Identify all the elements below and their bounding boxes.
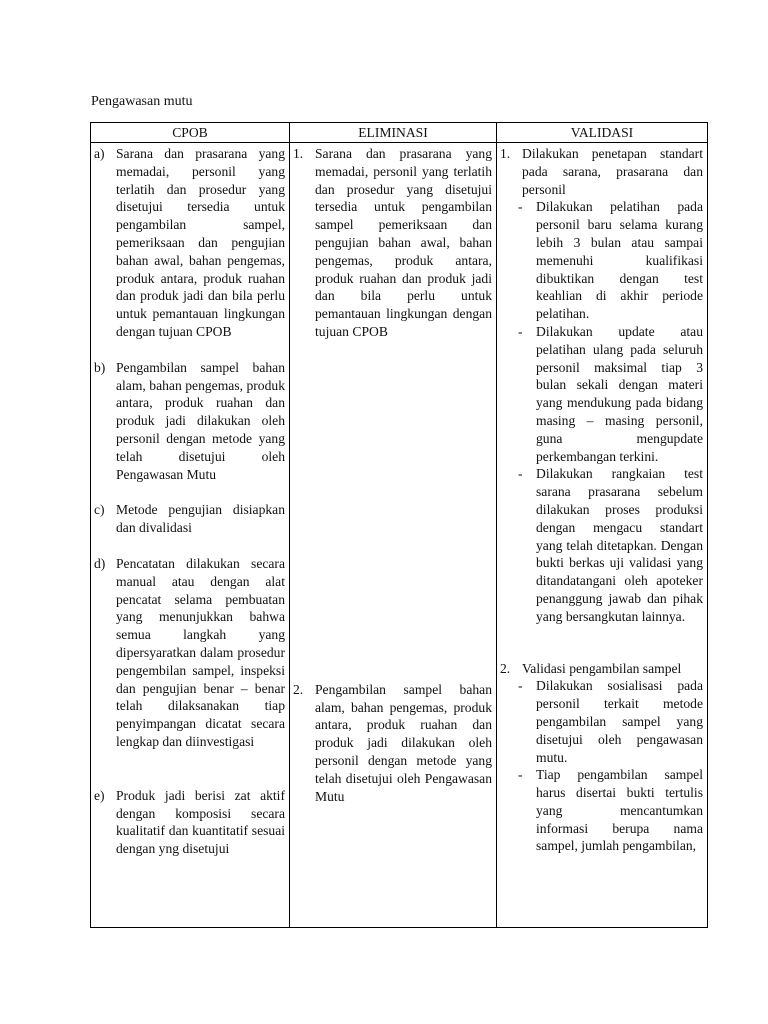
cpob-item-b — [94, 359, 285, 484]
header-validasi: VALIDASI — [497, 123, 708, 143]
list-marker: 2. — [500, 660, 511, 676]
page-title: Pengawasan mutu — [91, 94, 193, 109]
list-item-text: Validasi pengambilan sampel — [522, 660, 682, 676]
eliminasi-item-2 — [293, 681, 492, 806]
subitem-text: Dilakukan pelatihan pada personil baru selama kurang lebih 3 bulan atau sampai memenuhi kualifikasi dibuktikan dengan test keahlian di akhir periode pelatihan. — [536, 199, 703, 322]
list-marker: e) — [94, 787, 105, 803]
validasi-subitem — [514, 766, 703, 855]
eliminasi-item-1 — [293, 145, 492, 341]
table-header-row — [91, 123, 708, 143]
list-marker: 1. — [293, 146, 304, 161]
validasi-item-1 — [500, 145, 703, 198]
list-item-text: Metode pengujian disiapkan dan divalidasi — [116, 502, 285, 536]
subitem-text: Tiap pengambilan sampel harus disertai bukti tertulis yang mencantumkan informasi berupa nama sampel, jumlah pengambilan, — [536, 767, 703, 854]
list-marker: a) — [94, 146, 105, 161]
list-marker: c) — [94, 502, 105, 518]
subitem-text: Dilakukan rangkaian test sarana prasarana sebelum dilakukan proses produksi dengan mengacu standart yang telah ditetapkan. Dengan bukti berkas uji validasi yang ditandatangani oleh apoteker penanggung jawab dan pihak yang bersangkutan lainnya. — [536, 466, 703, 624]
dash-marker: - — [518, 199, 523, 215]
validasi-subitem — [514, 677, 703, 766]
eliminasi-cell — [290, 143, 497, 928]
cpob-item-a — [94, 145, 285, 341]
cpob-item-d — [94, 555, 285, 751]
dash-marker: - — [518, 466, 523, 482]
list-item-text: Dilakukan penetapan standart pada sarana, prasarana dan personil — [522, 146, 703, 197]
dash-marker: - — [518, 323, 523, 339]
list-item-text: Pengambilan sampel bahan alam, bahan pengemas, produk antara, produk ruahan dan produk jadi dilakukan oleh personil dengan metode yang telah disetujui oleh Pengawasan Mutu — [116, 359, 285, 482]
validasi-cell — [497, 143, 708, 928]
subitem-text: Dilakukan update atau pelatihan ulang pada seluruh personil maksimal tiap 3 bulan sekali dengan materi yang mendukung pada bidang masing – masing personil, guna mengupdate perkembangan terkini. — [536, 323, 703, 464]
validasi-subitem — [514, 198, 703, 323]
header-eliminasi: ELIMINASI — [290, 123, 497, 143]
list-item-text: Produk jadi berisi zat aktif dengan komposisi secara kualitatif dan kuantitatif sesuai dengan yng disetujui — [116, 787, 285, 857]
subitem-text: Dilakukan sosialisasi pada personil terkait metode pengambilan sampel yang disetujui oleh pengawasan mutu. — [536, 678, 703, 765]
validasi-subitem — [514, 465, 703, 625]
list-marker: d) — [94, 555, 106, 571]
dash-marker: - — [518, 767, 523, 783]
list-item-text: Sarana dan prasarana yang memadai, personil yang terlatih dan prosedur yang disetujui tersedia untuk pengambilan sampel pemeriksaan dan pengujian bahan awal, bahan pengemas, produk antara, produk ruahan dan produk jadi dan bila perlu untuk pemantauan lingkungan dengan tujuan CPOB — [315, 146, 492, 339]
cpob-cell — [91, 143, 290, 928]
header-cpob: CPOB — [91, 123, 290, 143]
quality-control-table — [90, 122, 708, 928]
list-item-text: Pencatatan dilakukan secara manual atau dengan alat pencatat selama pembuatan yang menunjukkan bahwa semua langkah yang dipersyaratkan dalam prosedur pengembilan sampel, inspeksi dan pengujian benar – benar telah dilaksanakan tiap penyimpangan dicatat secara lengkap dan diinvestigasi — [116, 555, 285, 749]
list-item-text: Pengambilan sampel bahan alam, bahan pengemas, produk antara, produk ruahan dan produk jadi dilakukan oleh personil dengan metode yang telah disetujui oleh Pengawasan Mutu — [315, 681, 492, 804]
cpob-item-c — [94, 501, 285, 537]
list-marker: b) — [94, 359, 106, 375]
validasi-item-2 — [500, 660, 703, 678]
validasi-subitem — [514, 323, 703, 465]
cpob-item-e — [94, 787, 285, 858]
dash-marker: - — [518, 678, 523, 694]
table-row — [91, 143, 708, 928]
list-marker: 1. — [500, 146, 511, 161]
list-marker: 2. — [293, 681, 304, 697]
list-item-text: Sarana dan prasarana yang memadai, personil yang terlatih dan prosedur yang disetujui tersedia untuk pengambilan sampel, pemeriksaan dan pengujian bahan awal, bahan pengemas, produk antara, produk ruahan dan produk jadi dan bila perlu untuk pemantauan lingkungan dengan tujuan CPOB — [116, 146, 285, 339]
